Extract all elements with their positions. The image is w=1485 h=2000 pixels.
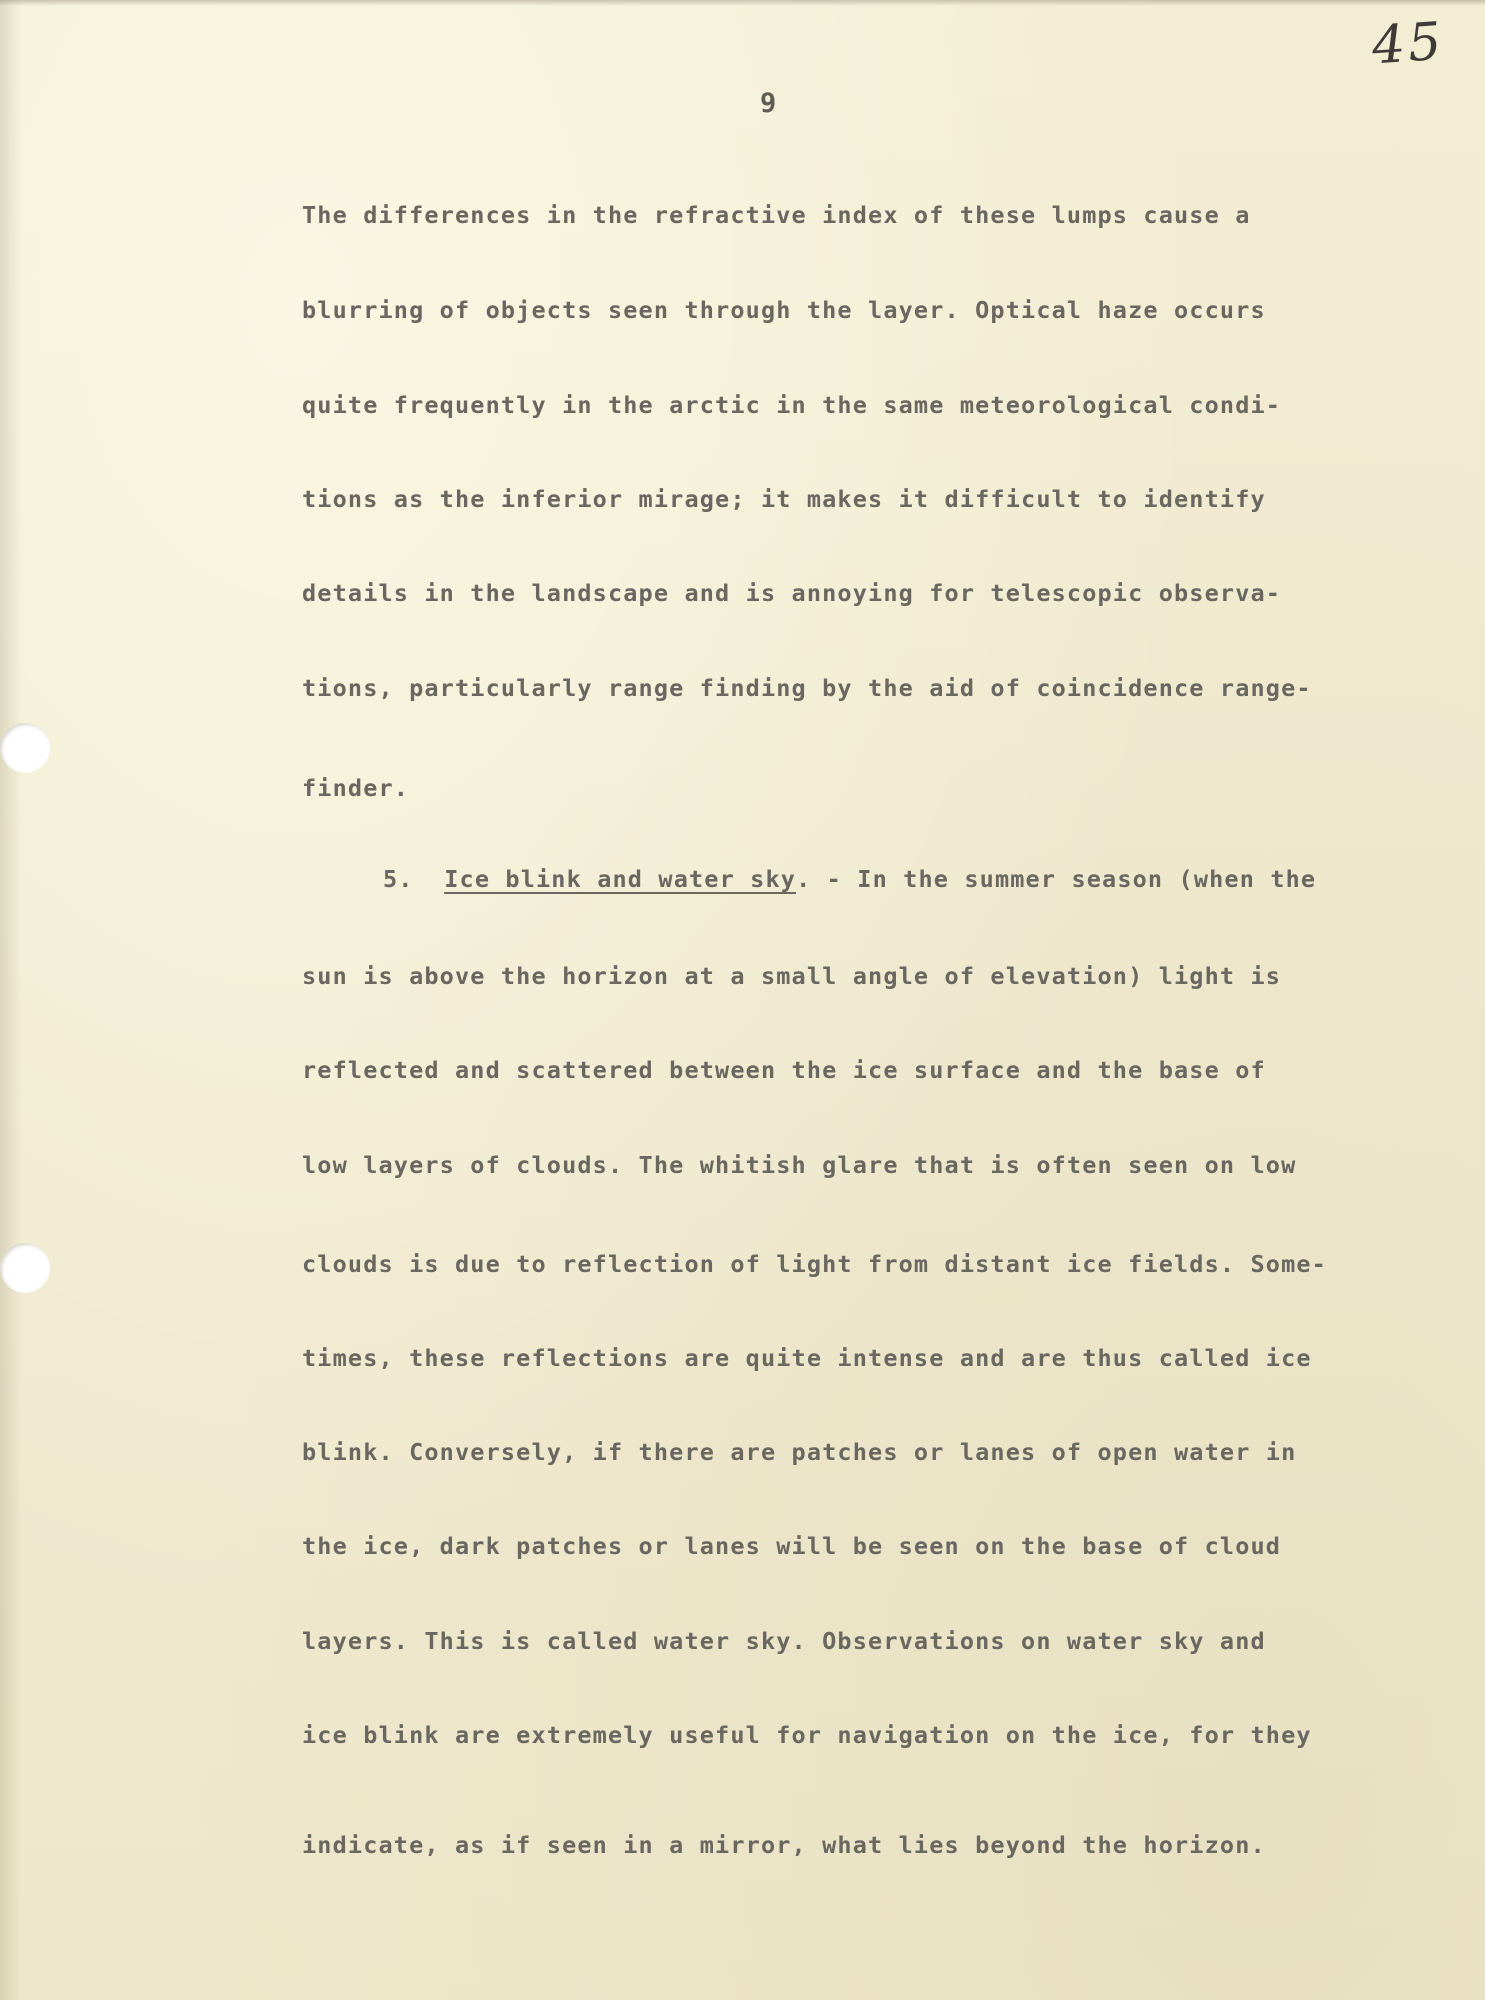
text-line: sun is above the horizon at a small angle of elevation) light is (302, 962, 1282, 990)
section-heading: Ice blink and water sky (444, 865, 797, 893)
text-line: tions as the inferior mirage; it makes it difficult to identify (302, 485, 1266, 513)
punch-hole (0, 723, 50, 773)
text-line: reflected and scattered between the ice surface and the base of (302, 1056, 1266, 1084)
page-number: 9 (760, 88, 777, 119)
text-line: times, these reflections are quite intense and are thus called ice (302, 1344, 1312, 1372)
page-top-shadow (0, 0, 1485, 6)
text-line: ice blink are extremely useful for navigation on the ice, for they (302, 1721, 1312, 1749)
text-line: blurring of objects seen through the layer. Optical haze occurs (302, 296, 1266, 324)
section-heading-line (383, 865, 1316, 893)
text-line: The differences in the refractive index of these lumps cause a (302, 201, 1251, 229)
handwritten-folio-number: 45 (1369, 11, 1447, 77)
text-line: layers. This is called water sky. Observations on water sky and (302, 1627, 1266, 1655)
section-heading-continuation: . - In the summer season (when the (796, 865, 1317, 893)
page-edge-shadow (0, 0, 22, 2000)
text-line: low layers of clouds. The whitish glare that is often seen on low (302, 1151, 1297, 1179)
text-line: indicate, as if seen in a mirror, what lies beyond the horizon. (302, 1831, 1266, 1859)
text-line: quite frequently in the arctic in the same meteorological condi- (302, 391, 1282, 419)
punch-hole (0, 1243, 50, 1293)
text-line: finder. (302, 774, 410, 802)
text-line: clouds is due to reflection of light from distant ice fields. Some- (302, 1250, 1327, 1278)
text-line: the ice, dark patches or lanes will be seen on the base of cloud (302, 1532, 1282, 1560)
text-line: tions, particularly range finding by the aid of coincidence range- (302, 674, 1312, 702)
section-number: 5. (383, 865, 414, 893)
text-line: blink. Conversely, if there are patches or lanes of open water in (302, 1438, 1297, 1466)
text-line: details in the landscape and is annoying for telescopic observa- (302, 579, 1282, 607)
